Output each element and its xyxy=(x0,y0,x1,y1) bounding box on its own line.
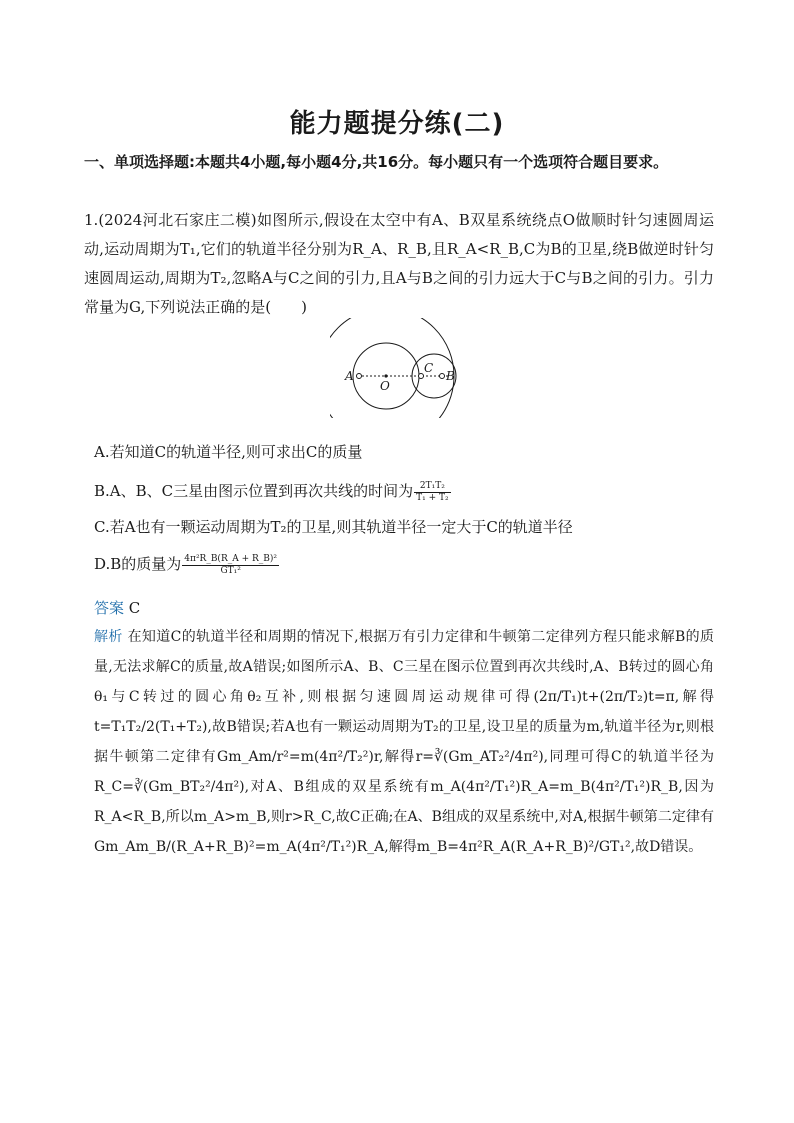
label-c: C xyxy=(424,361,434,375)
analysis-label: 解析 xyxy=(94,629,123,645)
option-b-denominator: T₁ + T₂ xyxy=(416,492,449,503)
question-1-stem xyxy=(84,206,714,322)
question-text: 如图所示,假设在太空中有A、B双星系统绕点O做顺时针匀速圆周运动,运动周期为T₁,它们的轨道半径分别为R_A、R_B,且R_A<R_B,C为B的卫星,绕B做逆时针匀速圆周运动,周期为T₂,忽略A与C之间的引力,且A与B之间的引力远大于C与B之间的引力。引力常量为G,下列说法正确的是( ) xyxy=(84,211,714,316)
star-a-point xyxy=(357,374,362,379)
section-heading: 一、单项选择题:本题共4小题,每小题4分,共16分。每小题只有一个选项符合题目要求。 xyxy=(84,153,669,171)
label-a: A xyxy=(345,369,354,383)
question-source: (2024河北石家庄二模) xyxy=(98,211,257,229)
orbit-b-large xyxy=(330,318,454,418)
option-d-fraction xyxy=(182,554,279,577)
option-b-numerator: 2T₁T₂ xyxy=(414,481,450,493)
question-number: 1. xyxy=(84,211,99,229)
binary-star-diagram xyxy=(330,318,470,418)
analysis-block xyxy=(94,622,714,862)
option-d-numerator: 4π²R_B(R_A + R_B)² xyxy=(184,553,277,564)
answer-line xyxy=(94,597,140,618)
center-o-point xyxy=(384,374,387,377)
page-title: 能力题提分练(二) xyxy=(289,109,505,139)
answer-label: 答案 xyxy=(94,599,125,617)
option-a: A.若知道C的轨道半径,则可求出C的质量 xyxy=(94,443,363,461)
label-b: B xyxy=(446,369,455,383)
option-d xyxy=(94,553,280,577)
label-o: O xyxy=(380,379,390,393)
option-b-fraction xyxy=(414,481,450,504)
option-d-denominator: GT₁² xyxy=(220,565,241,576)
analysis-text: 在知道C的轨道半径和周期的情况下,根据万有引力定律和牛顿第二定律列方程只能求解B的质量,无法求解C的质量,故A错误;如图所示A、B、C三星在图示位置到再次共线时,A、B转过的圆心角θ₁与C转过的圆心角θ₂互补,则根据匀速圆周运动规律可得(2π/T₁)t+(2π/T₂)t=π,解得t=T₁T₂/2(T₁+T₂),故B错误;若A也有一颗运动周期为T₂的卫星,设卫星的质量为m,轨道半径为r,则根据牛顿第二定律有Gm_Am/r²=m(4π²/T₂²)r,解得r=∛(Gm_AT₂²/4π²),同理可得C的轨道半径为R_C=∛(Gm_BT₂²/4π²),对A、B组成的双星系统有m_A(4π²/T₁²)R_A=m_B(4π²/T₁²)R_B,因为R_A<R_B,所以m_A>m_B,则r>R_C,故C正确;在A、B组成的双星系统中,对A,根据牛顿第二定律有Gm_Am_B/(R_A+R_B)²=m_A(4π²/T₁²)R_A,解得m_B=4π²R_A(R_A+R_B)²/GT₁²,故D错误。 xyxy=(94,629,715,855)
option-d-text: D.B的质量为 xyxy=(94,555,182,573)
option-c: C.若A也有一颗运动周期为T₂的卫星,则其轨道半径一定大于C的轨道半径 xyxy=(94,518,573,536)
option-b xyxy=(94,480,452,504)
star-c-point xyxy=(419,374,424,379)
option-b-text: B.A、B、C三星由图示位置到再次共线的时间为 xyxy=(94,482,414,500)
star-b-point xyxy=(440,374,445,379)
answer-value: C xyxy=(128,599,141,617)
